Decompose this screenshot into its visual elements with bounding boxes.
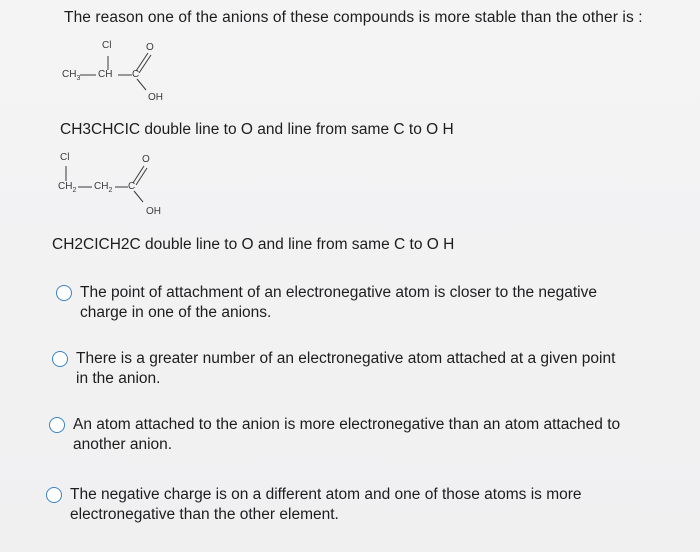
structure-diagram-1 xyxy=(60,36,200,106)
answer-option-3[interactable] xyxy=(49,415,620,455)
atom-ch: CH xyxy=(98,69,113,80)
atom-ch2-second: $CH_2$ xyxy=(94,181,113,194)
atom-oh: OH xyxy=(146,206,161,217)
atom-o: O xyxy=(146,42,154,53)
option-2-line-1: There is a greater number of an electronegative atom attached at a given point xyxy=(76,350,616,367)
atom-oh: OH xyxy=(148,92,163,103)
compound-1-description: CH3CHCIC double line to O and line from same C to O H xyxy=(60,121,454,138)
option-1-line-2: charge in one of the anions. xyxy=(80,304,272,321)
atom-cl: Cl xyxy=(102,40,112,51)
question-text: The reason one of the anions of these compounds is more stable than the other is : xyxy=(64,9,643,26)
answer-option-4[interactable] xyxy=(46,485,582,525)
option-2-text xyxy=(76,349,615,389)
option-3-line-2: another anion. xyxy=(73,436,173,453)
radio-button-option-2[interactable] xyxy=(52,351,68,367)
option-4-text xyxy=(70,485,582,525)
atom-ch2-first: $CH_2$ xyxy=(58,181,77,194)
option-1-line-1: The point of attachment of an electronegative atom is closer to the negative xyxy=(80,284,597,301)
structure-1-bonds xyxy=(60,36,200,106)
bond-c-oh xyxy=(137,79,146,90)
structure-diagram-2 xyxy=(58,150,198,222)
option-4-line-1: The negative charge is on a different atom and one of those atoms is more xyxy=(70,486,582,503)
atom-cl: Cl xyxy=(60,152,70,163)
atom-o: O xyxy=(142,154,150,165)
radio-button-option-1[interactable] xyxy=(56,285,72,301)
answer-option-1[interactable] xyxy=(56,283,597,323)
compound-2-description: CH2CICH2C double line to O and line from same C to O H xyxy=(52,236,455,253)
option-1-text xyxy=(80,283,597,323)
radio-button-option-4[interactable] xyxy=(46,487,62,503)
answer-option-2[interactable] xyxy=(52,349,615,389)
option-3-text xyxy=(73,415,620,455)
atom-ch3: $CH_3$ xyxy=(62,69,81,82)
option-4-line-2: electronegative than the other element. xyxy=(70,506,339,523)
option-3-line-1: An atom attached to the anion is more electronegative than an atom attached to xyxy=(73,416,621,433)
option-2-line-2: in the anion. xyxy=(76,370,161,387)
bond-c-oh xyxy=(134,191,143,202)
radio-button-option-3[interactable] xyxy=(49,417,65,433)
atom-c: C xyxy=(128,181,136,192)
atom-c: C xyxy=(132,69,140,80)
